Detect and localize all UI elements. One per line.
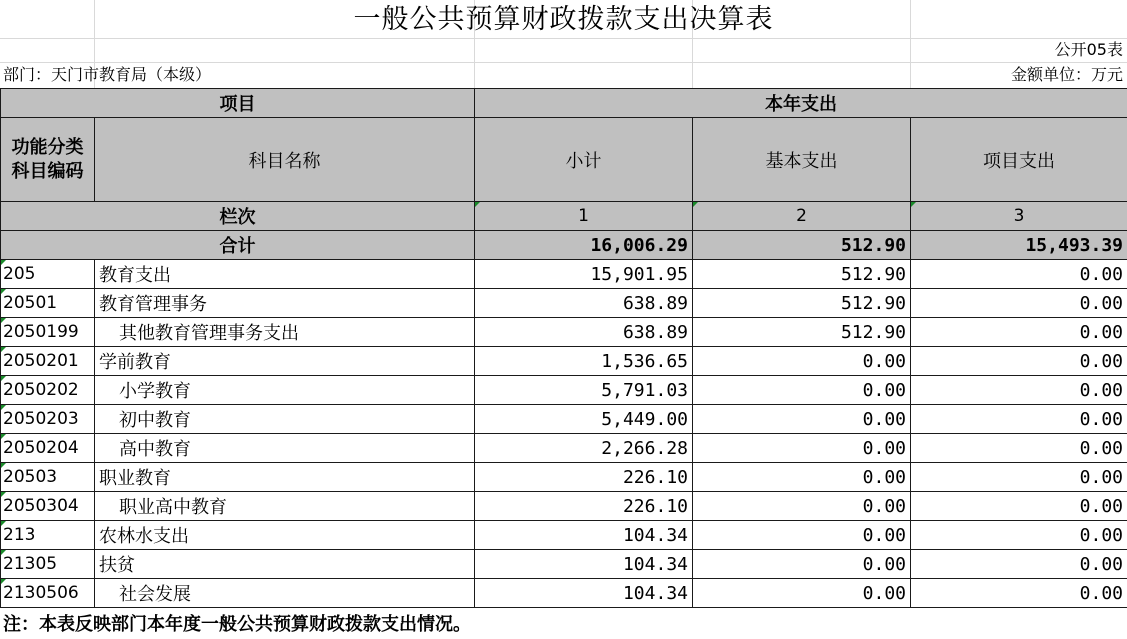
row-name-cell[interactable]: 教育支出 [95,260,475,289]
header-func-code[interactable]: 功能分类科目编码 [1,118,95,202]
total-subtotal[interactable]: 16,006.29 [475,231,693,260]
column-number-label[interactable]: 栏次 [1,202,475,231]
table-row [1,579,1127,608]
row-basic-cell[interactable]: 0.00 [693,550,911,579]
cell-marker-icon [1,550,6,555]
cell-marker-icon [1,492,6,497]
cell-marker-icon [1,347,6,352]
cell-marker-icon [1,434,6,439]
row-basic-cell[interactable]: 0.00 [693,405,911,434]
report-title: 一般公共预算财政拨款支出决算表 [353,4,774,35]
row-project-cell[interactable]: 0.00 [911,463,1127,492]
form-number: 公开05表 [1054,40,1123,59]
row-subtotal-cell[interactable]: 638.89 [475,289,693,318]
cell-marker-icon [1,318,6,323]
row-name-cell[interactable]: 其他教育管理事务支出 [95,318,475,347]
row-name-cell[interactable]: 农林水支出 [95,521,475,550]
cell-marker-icon [1,405,6,410]
row-basic-cell[interactable]: 0.00 [693,463,911,492]
row-code-cell[interactable]: 205 [1,260,95,289]
table-row [1,376,1127,405]
header-subtotal[interactable]: 小计 [475,118,693,202]
cell-marker-icon [693,202,698,207]
row-name-cell[interactable]: 职业高中教育 [95,492,475,521]
row-code-cell[interactable]: 2050304 [1,492,95,521]
row-code-cell[interactable]: 2050204 [1,434,95,463]
row-project-cell[interactable]: 0.00 [911,318,1127,347]
row-basic-cell[interactable]: 512.90 [693,318,911,347]
row-project-cell[interactable]: 0.00 [911,289,1127,318]
column-number-1[interactable]: 1 [475,202,693,231]
table-row [1,318,1127,347]
row-basic-cell[interactable]: 512.90 [693,289,911,318]
row-code-cell[interactable]: 20501 [1,289,95,318]
row-project-cell[interactable]: 0.00 [911,521,1127,550]
row-name-cell[interactable]: 教育管理事务 [95,289,475,318]
header-subject-name[interactable]: 科目名称 [95,118,475,202]
row-project-cell[interactable]: 0.00 [911,376,1127,405]
table-body [1,260,1127,608]
row-subtotal-cell[interactable]: 226.10 [475,463,693,492]
column-number-2[interactable]: 2 [693,202,911,231]
row-project-cell[interactable]: 0.00 [911,579,1127,608]
expenditure-table [0,88,1127,608]
row-name-cell[interactable]: 职业教育 [95,463,475,492]
amount-unit-label: 金额单位：万元 [1010,65,1123,84]
row-subtotal-cell[interactable]: 638.89 [475,318,693,347]
row-name-cell[interactable]: 初中教育 [95,405,475,434]
cell-marker-icon [1,463,6,468]
row-subtotal-cell[interactable]: 104.34 [475,579,693,608]
row-subtotal-cell[interactable]: 1,536.65 [475,347,693,376]
table-row [1,492,1127,521]
row-project-cell[interactable]: 0.00 [911,347,1127,376]
row-basic-cell[interactable]: 0.00 [693,492,911,521]
row-project-cell[interactable]: 0.00 [911,492,1127,521]
cell-marker-icon [1,260,6,265]
row-subtotal-cell[interactable]: 226.10 [475,492,693,521]
header-current-year-expense[interactable]: 本年支出 [475,89,1127,118]
row-name-cell[interactable]: 高中教育 [95,434,475,463]
row-basic-cell[interactable]: 0.00 [693,521,911,550]
cell-marker-icon [1,521,6,526]
row-project-cell[interactable]: 0.00 [911,405,1127,434]
table-note: 注：本表反映部门本年度一般公共预算财政拨款支出情况。 [3,614,471,635]
row-basic-cell[interactable]: 512.90 [693,260,911,289]
table-row [1,405,1127,434]
row-code-cell[interactable]: 2050201 [1,347,95,376]
row-code-cell[interactable]: 213 [1,521,95,550]
row-basic-cell[interactable]: 0.00 [693,579,911,608]
total-label[interactable]: 合计 [1,231,475,260]
row-code-cell[interactable]: 20503 [1,463,95,492]
department-label: 部门：天门市教育局（本级） [3,65,212,84]
row-subtotal-cell[interactable]: 5,449.00 [475,405,693,434]
row-name-cell[interactable]: 社会发展 [95,579,475,608]
cell-marker-icon [1,289,6,294]
row-code-cell[interactable]: 2130506 [1,579,95,608]
cell-marker-icon [1,376,6,381]
row-basic-cell[interactable]: 0.00 [693,376,911,405]
row-code-cell[interactable]: 2050203 [1,405,95,434]
cell-marker-icon [475,202,480,207]
table-row [1,550,1127,579]
row-project-cell[interactable]: 0.00 [911,434,1127,463]
row-subtotal-cell[interactable]: 5,791.03 [475,376,693,405]
row-name-cell[interactable]: 小学教育 [95,376,475,405]
table-row [1,521,1127,550]
total-project[interactable]: 15,493.39 [911,231,1127,260]
row-code-cell[interactable]: 21305 [1,550,95,579]
header-basic-expense[interactable]: 基本支出 [693,118,911,202]
table-row [1,347,1127,376]
table-row [1,260,1127,289]
row-subtotal-cell[interactable]: 15,901.95 [475,260,693,289]
table-row [1,463,1127,492]
row-subtotal-cell[interactable]: 104.34 [475,521,693,550]
header-project-expense[interactable]: 项目支出 [911,118,1127,202]
row-subtotal-cell[interactable]: 104.34 [475,550,693,579]
row-name-cell[interactable]: 扶贫 [95,550,475,579]
row-name-cell[interactable]: 学前教育 [95,347,475,376]
row-code-cell[interactable]: 2050202 [1,376,95,405]
cell-marker-icon [911,202,916,207]
total-basic[interactable]: 512.90 [693,231,911,260]
header-project[interactable]: 项目 [1,89,475,118]
row-subtotal-cell[interactable]: 2,266.28 [475,434,693,463]
cell-marker-icon [1,579,6,584]
row-project-cell[interactable]: 0.00 [911,260,1127,289]
row-project-cell[interactable]: 0.00 [911,550,1127,579]
row-basic-cell[interactable]: 0.00 [693,434,911,463]
row-basic-cell[interactable]: 0.00 [693,347,911,376]
row-code-cell[interactable]: 2050199 [1,318,95,347]
column-number-3[interactable]: 3 [911,202,1127,231]
table-row [1,289,1127,318]
table-row [1,434,1127,463]
